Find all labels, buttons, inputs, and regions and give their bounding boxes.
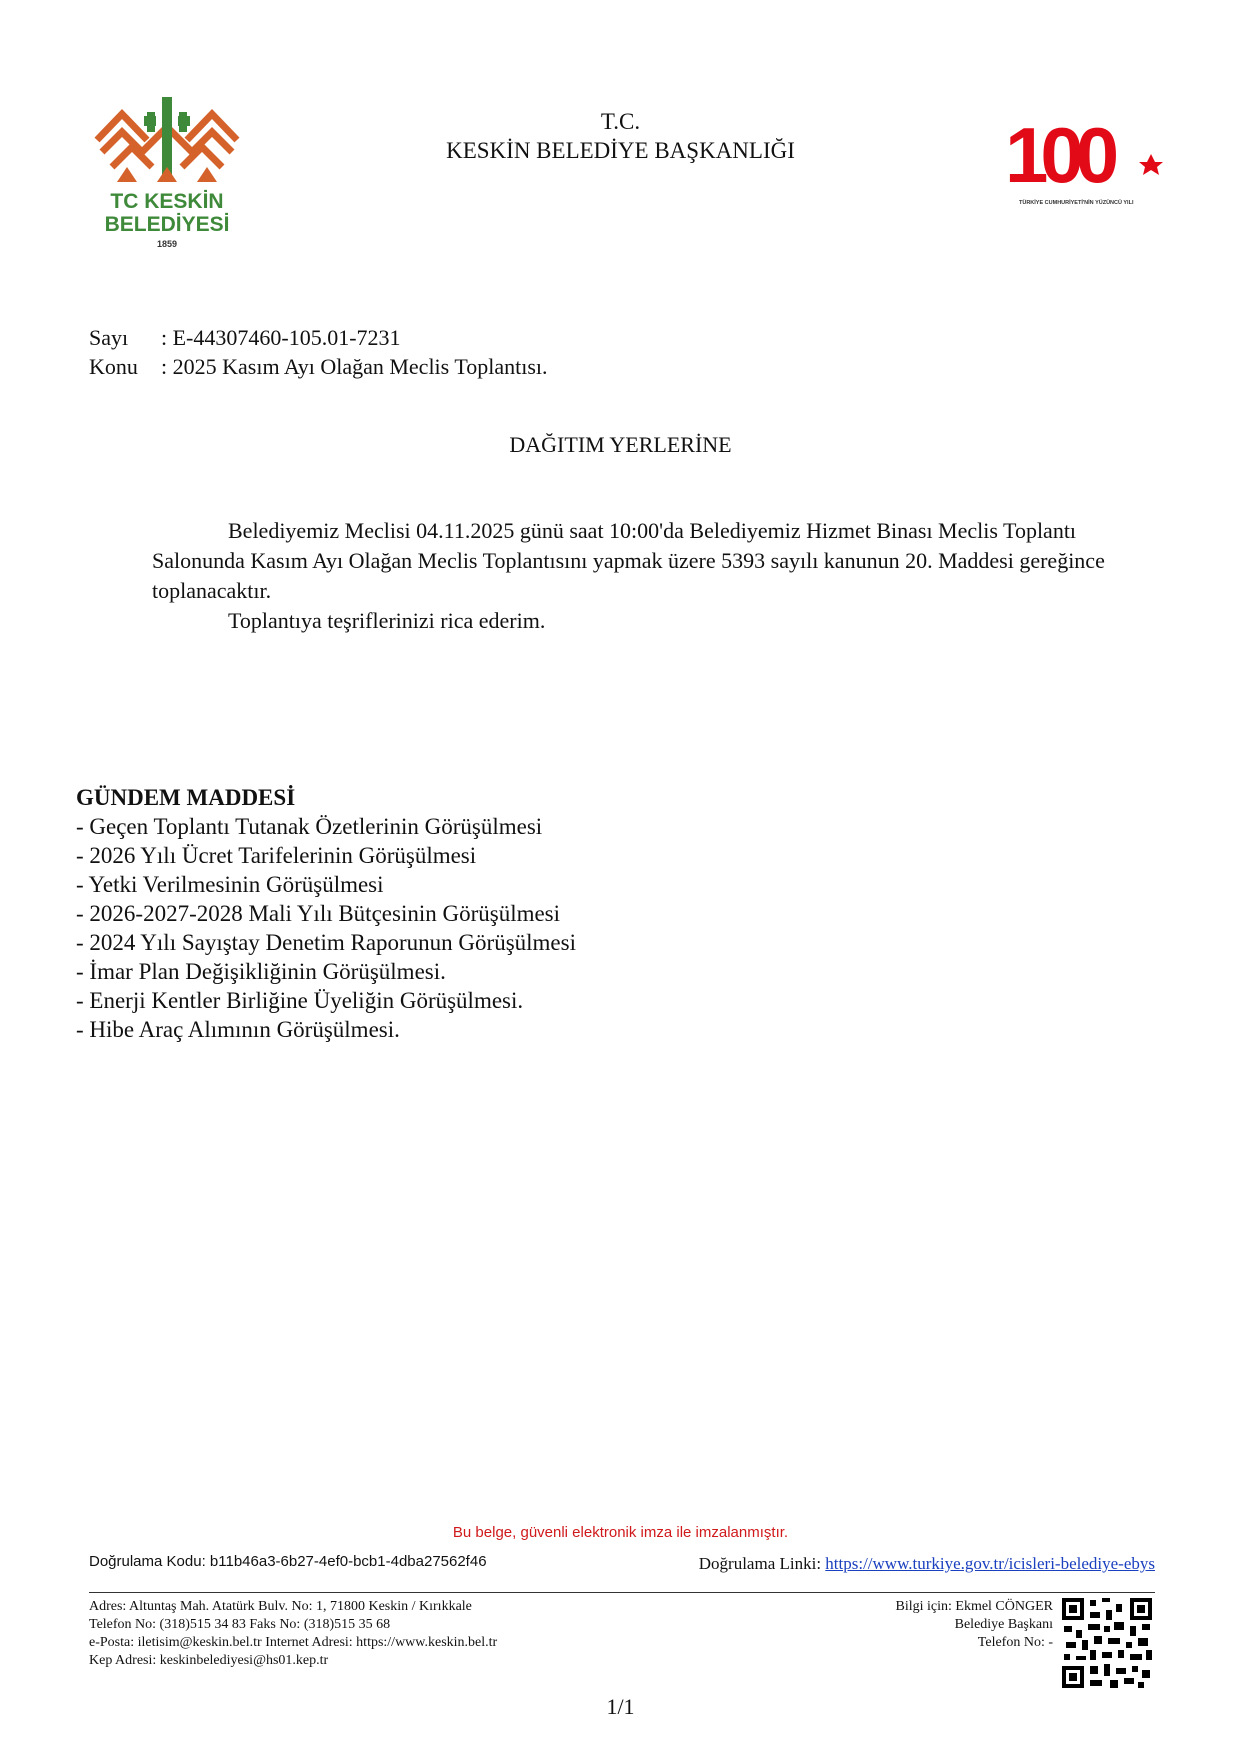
agenda-item: - İmar Plan Değişikliğinin Görüşülmesi. [76,959,446,984]
meta-sayi [89,325,401,351]
footer-info [896,1598,1054,1652]
info-title: Belediye Başkanı [954,1617,1053,1632]
konu-label: Konu [89,354,138,379]
verification-link [699,1554,1155,1574]
agenda-item: - 2026-2027-2028 Mali Yılı Bütçesinin Görüşülmesi [76,901,561,926]
meta-konu [89,354,548,380]
agenda-section [76,783,576,1044]
verification-link-url[interactable]: https://www.turkiye.gov.tr/icisleri-belediye-ebys [825,1554,1155,1573]
header-institution: KESKİN BELEDİYE BAŞKANLIĞI [446,138,795,163]
footer-divider [89,1592,1155,1593]
sayi-label: Sayı [89,325,129,350]
agenda-item: - Enerji Kentler Birliğine Üyeliğin Görüşülmesi. [76,988,524,1013]
verification-code-label: Doğrulama Kodu: [89,1553,206,1570]
centennial-caption: TÜRKİYE CUMHURİYETİ'NİN YÜZÜNCÜ YILI [1019,200,1134,206]
info-phone: Telefon No: - [977,1635,1053,1650]
footer-phone: Telefon No: (318)515 34 83 Faks No: (318)515 35 68 [89,1617,391,1632]
header-tc: T.C. [600,109,641,134]
verification-link-label: Doğrulama Linki: [698,1554,822,1573]
info-contact: Bilgi için: Ekmel CÖNGER [895,1599,1053,1614]
page-number: 1/1 [606,1694,635,1719]
footer-email: e-Posta: iletisim@keskin.bel.tr Internet Adresi: https://www.keskin.bel.tr [89,1635,498,1650]
agenda-item: - Hibe Araç Alımının Görüşülmesi. [76,1017,400,1042]
body-paragraph-1: Belediyemiz Meclisi 04.11.2025 günü saat 10:00'da Belediyemiz Hizmet Binası Meclis Toplantı Salonunda Kasım Ayı Olağan Meclis Toplantısını yapmak üzere 5393 sayılı kanunun 20. Maddesi gereğince toplanacaktır. [152,518,1105,603]
agenda-item: - Yetki Verilmesinin Görüşülmesi [76,872,384,897]
footer-kep: Kep Adresi: keskinbelediyesi@hs01.kep.tr [89,1653,329,1668]
agenda-title: GÜNDEM MADDESİ [76,785,296,810]
qr-code-icon [1060,1596,1154,1690]
centennial-logo [1005,118,1165,210]
centennial-number: 100 [1005,118,1112,199]
centennial-logo-icon [1005,118,1165,210]
footer-contact [89,1598,497,1670]
konu-value: : 2025 Kasım Ayı Olağan Meclis Toplantısı. [161,354,548,379]
footer-address: Adres: Altuntaş Mah. Atatürk Bulv. No: 1, 71800 Keskin / Kırıkkale [89,1599,472,1614]
logo-line2: BELEDİYESİ [104,213,230,236]
logo-year: 1859 [156,239,178,249]
agenda-item: - Geçen Toplantı Tutanak Özetlerinin Görüşülmesi [76,814,543,839]
agenda-item: - 2026 Yılı Ücret Tarifelerinin Görüşülmesi [76,843,477,868]
agenda-item: - 2024 Yılı Sayıştay Denetim Raporunun Görüşülmesi [76,930,576,955]
recipient-heading: DAĞITIM YERLERİNE [509,432,732,457]
body-paragraph-2: Toplantıya teşriflerinizi rica ederim. [228,608,546,633]
sayi-value: : E-44307460-105.01-7231 [161,325,401,350]
verification-code-value: b11b46a3-6b27-4ef0-bcb1-4dba27562f46 [209,1553,487,1570]
verification-code [89,1553,487,1570]
logo-line1: TC KESKİN [110,190,224,213]
e-signature-notice: Bu belge, güvenli elektronik imza ile imzalanmıştır. [452,1524,789,1541]
qr-code [1060,1596,1154,1690]
